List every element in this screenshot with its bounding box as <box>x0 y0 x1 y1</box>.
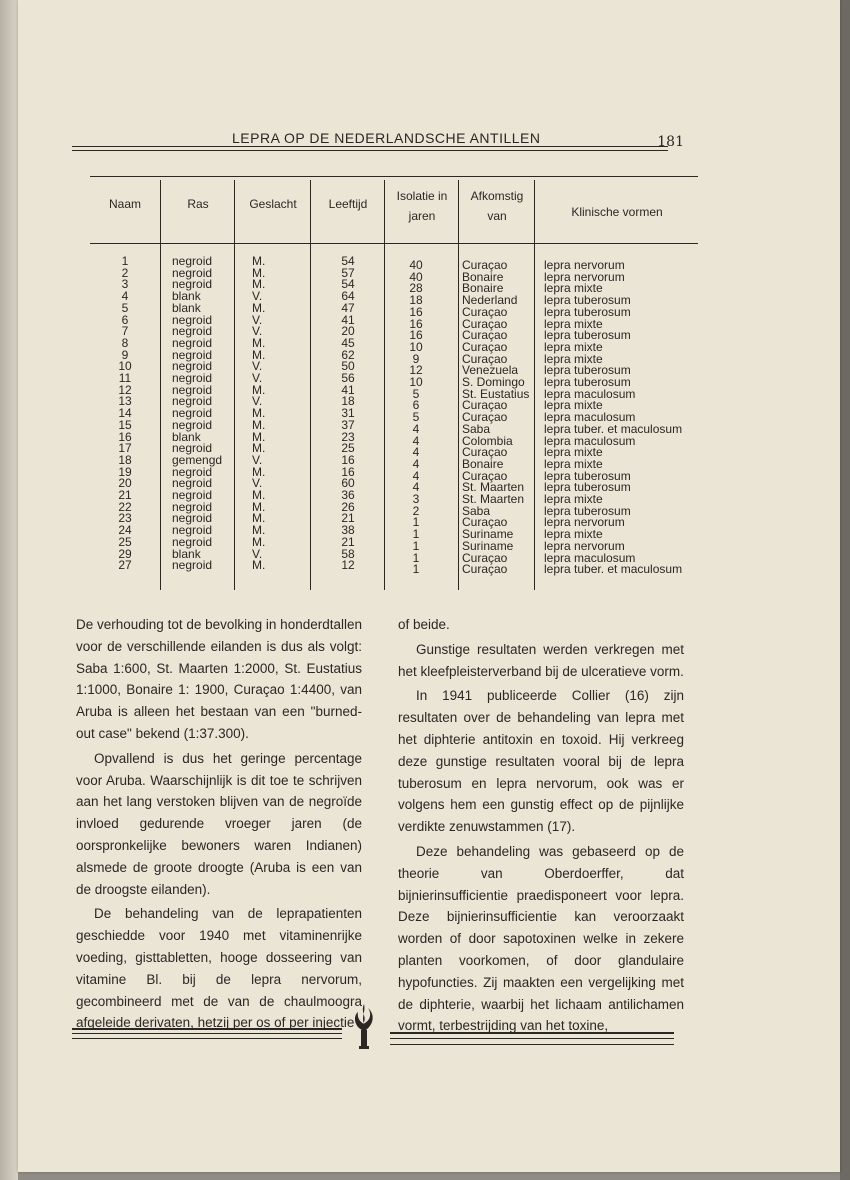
table-cell-vorm: lepra maculosum <box>544 386 636 401</box>
table-cell-vorm: lepra mixte <box>544 445 603 460</box>
table-cell-leeftijd: 56 <box>341 371 355 385</box>
table-cell-ras: negroid <box>172 534 213 549</box>
table-cell-vorm: lepra tuberosum <box>544 304 631 319</box>
table-cell-isolatie: 40 <box>409 269 423 284</box>
paragraph: De behandeling van de leprapatienten geschiedde voor 1940 met vitaminenrijke voeding, gisttabletten, hooge dosseering van vitamine Bl. bij de lepra nervorum, gecombineerd met de van de chaulmoogra afgeleide derivaten, hetzij per os of per injectie <box>76 906 362 1031</box>
table-cell-afkomstig: Curaçao <box>462 410 508 425</box>
table-cell-leeftijd: 38 <box>341 523 355 538</box>
table-cell-leeftijd: 64 <box>341 289 355 304</box>
table-cell-vorm: lepra tuberosum <box>544 375 631 389</box>
table-cell-ras: blank <box>172 300 201 315</box>
table-cell-vorm: lepra tuberosum <box>544 293 631 308</box>
table-cell-vorm: lepra tuberosum <box>544 468 631 483</box>
table-cell-isolatie: 1 <box>412 550 420 565</box>
table-cell-geslacht: M. <box>252 441 266 456</box>
table-cell-naam: 24 <box>118 523 132 538</box>
table-cell-geslacht: M. <box>252 488 266 502</box>
table-cell-isolatie: 16 <box>409 304 423 319</box>
table-cell-isolatie: 6 <box>412 398 420 413</box>
table-cell-leeftijd: 12 <box>341 558 355 573</box>
table-cell-geslacht: M. <box>252 511 266 526</box>
table-cell-vorm: lepra mixte <box>544 281 603 296</box>
column-header-leeftijd: Leeftijd <box>328 197 368 211</box>
table-cell-leeftijd: 20 <box>341 324 355 339</box>
table-cell-geslacht: V. <box>252 312 263 327</box>
table-cell-afkomstig: Colombia <box>462 433 513 448</box>
table-cell-leeftijd: 41 <box>341 382 355 397</box>
footer-ornament <box>72 998 674 1058</box>
table-cell-vorm: lepra tuberosum <box>544 363 631 378</box>
table-cell-isolatie: 5 <box>412 410 420 425</box>
page-number: 181 <box>657 134 684 150</box>
table-cell-isolatie: 18 <box>409 293 423 308</box>
table-cell-afkomstig: Nederland <box>462 293 518 308</box>
table-cell-geslacht: M. <box>252 464 266 479</box>
table-cell-vorm: lepra mixte <box>544 351 603 366</box>
table-cell-leeftijd: 62 <box>341 347 355 362</box>
table-cell-leeftijd: 16 <box>341 464 355 479</box>
table-cell-ras: negroid <box>172 254 213 268</box>
table-cell-geslacht: M. <box>252 558 266 573</box>
body-column-left <box>76 614 362 1037</box>
table-cell-afkomstig: Curaçao <box>462 445 508 460</box>
table-cell-isolatie: 2 <box>412 503 420 518</box>
footer-rule <box>390 1044 674 1045</box>
table-cell-leeftijd: 54 <box>341 277 355 292</box>
table-cell-leeftijd: 45 <box>341 335 355 350</box>
footer-rule <box>72 1028 342 1030</box>
page-edge <box>840 0 850 1180</box>
table-cell-afkomstig: Bonaire <box>462 269 504 284</box>
paragraph: In 1941 publiceerde Collier (16) zijn resultaten over de behandeling van lepra met het diphterie antitoxin en toxoid. Hij verkreeg deze gunstige resultaten vooral bij de lepra tuberosum en lepra nervorum, ook was er volgens hem een gunstig effect op de pijnlijke verdikte zenuwstammen (17). <box>398 688 684 835</box>
table-cell-naam: 9 <box>121 347 129 362</box>
table-cell-leeftijd: 58 <box>341 546 355 561</box>
table-cell-vorm: lepra nervorum <box>544 515 625 530</box>
table-cell-isolatie: 4 <box>412 421 420 436</box>
table-cell-geslacht: V. <box>252 476 263 491</box>
column-header-ras: Ras <box>187 197 209 211</box>
table-cell-leeftijd: 16 <box>341 452 355 467</box>
table-cell-ras: negroid <box>172 312 213 327</box>
table-cell-isolatie: 28 <box>409 281 423 296</box>
table-cell-leeftijd: 21 <box>341 511 355 526</box>
table-cell-isolatie: 4 <box>412 468 420 483</box>
column-divider <box>160 180 161 590</box>
table-cell-afkomstig: Curaçao <box>462 316 508 331</box>
table-cell-afkomstig: Curaçao <box>462 304 508 319</box>
column-header-afkomstig: Afkomstig van <box>470 189 524 223</box>
table-cell-geslacht: M. <box>252 406 266 421</box>
table-cell-ras: blank <box>172 546 201 561</box>
table-cell-geslacht: V. <box>252 359 263 374</box>
table-cell-isolatie: 4 <box>412 433 420 448</box>
table-cell-naam: 15 <box>118 417 132 432</box>
table-cell-afkomstig: Curaçao <box>462 258 508 272</box>
table-cell-afkomstig: Suriname <box>462 538 514 553</box>
table-cell-naam: 3 <box>121 277 129 292</box>
column-divider <box>458 180 459 590</box>
table-cell-geslacht: M. <box>252 254 266 268</box>
table-cell-ras: negroid <box>172 441 213 456</box>
table-cell-ras: negroid <box>172 464 213 479</box>
table-cell-vorm: lepra tuber. et maculosum <box>544 562 683 577</box>
table-cell-afkomstig: Curaçao <box>462 562 508 577</box>
table-top-rule <box>90 176 698 177</box>
table-cell-vorm: lepra mixte <box>544 492 603 506</box>
paragraph: Opvallend is dus het geringe percentage voor Aruba. Waarschijnlijk is dit toe te schrijven aan het lang verstoken blijven van de negroïde invloed gedurende vroeger jaren (de oorspronkelijke bewoners waren Indianen) alsmede de groote droogte (Aruba is een van de droogste eilanden). <box>76 750 362 897</box>
table-cell-naam: 6 <box>121 312 129 327</box>
table-cell-naam: 8 <box>121 335 129 350</box>
paragraph: Deze behandeling was gebaseerd op de theorie van Oberdoerffer, dat bijnierinsufficientie praedisponeert voor lepra. Deze bijnierinsufficientie kan veroorzaakt worden of door sapotoxinen welke in zekere planten voorkomen, of door glandulaire hypofuncties. Zij maakten een vergelijking met de diphterie, waarbij het lichaam antilichamen vormt, terbestrijding van het toxine, <box>398 843 684 1034</box>
footer-rule <box>72 1038 342 1039</box>
table-cell-vorm: lepra tuberosum <box>544 503 631 518</box>
table-cell-ras: negroid <box>172 347 213 362</box>
table-cell-ras: blank <box>172 289 201 304</box>
column-header-isolatie: Isolatie in jaren <box>396 189 448 223</box>
table-cell-afkomstig: Saba <box>462 421 491 436</box>
table-cell-vorm: lepra mixte <box>544 316 603 331</box>
table-cell-vorm: lepra maculosum <box>544 410 636 425</box>
table-cell-isolatie: 3 <box>412 492 420 506</box>
table-cell-afkomstig: Curaçao <box>462 550 508 565</box>
table-cell-naam: 2 <box>121 265 129 280</box>
table-cell-vorm: lepra mixte <box>544 527 603 542</box>
table-cell-afkomstig: S. Domingo <box>462 375 525 389</box>
table-cell-ras: gemengd <box>172 452 223 467</box>
table-cell-ras: negroid <box>172 335 213 350</box>
table-cell-ras: negroid <box>172 488 213 502</box>
table-cell-vorm: lepra tuberosum <box>544 480 631 495</box>
table-cell-geslacht: M. <box>252 429 266 444</box>
table-cell-afkomstig: Suriname <box>462 527 514 542</box>
table-cell-afkomstig: Curaçao <box>462 468 508 483</box>
footer-rule <box>390 1038 674 1039</box>
table-cell-naam: 18 <box>118 452 132 467</box>
column-header-naam: Naam <box>108 197 141 211</box>
table-header-rule <box>90 243 698 244</box>
table-cell-isolatie: 1 <box>412 538 420 553</box>
table-cell-geslacht: M. <box>252 347 266 362</box>
table-cell-geslacht: M. <box>252 300 266 315</box>
table-cell-ras: negroid <box>172 417 213 432</box>
header-rule <box>72 146 668 147</box>
table-cell-geslacht: V. <box>252 324 263 339</box>
patient-table <box>72 176 698 596</box>
table-cell-isolatie: 4 <box>412 456 420 471</box>
table-cell-vorm: lepra nervorum <box>544 538 625 553</box>
table-cell-afkomstig: Curaçao <box>462 339 508 354</box>
table-cell-naam: 13 <box>118 394 132 409</box>
table-cell-isolatie: 9 <box>412 351 420 366</box>
table-cell-vorm: lepra mixte <box>544 398 603 413</box>
table-cell-afkomstig: St. Maarten <box>462 492 525 506</box>
table-cell-leeftijd: 31 <box>341 406 355 421</box>
footer-rule <box>390 1032 674 1034</box>
table-cell-leeftijd: 50 <box>341 359 355 374</box>
table-cell-leeftijd: 41 <box>341 312 355 327</box>
table-cell-vorm: lepra nervorum <box>544 269 625 284</box>
table-cell-naam: 23 <box>118 511 132 526</box>
table-cell-geslacht: M. <box>252 534 266 549</box>
table-cell-geslacht: V. <box>252 394 263 409</box>
table-cell-leeftijd: 57 <box>341 265 355 280</box>
table-cell-naam: 16 <box>118 429 132 444</box>
table-cell-isolatie: 1 <box>412 562 420 577</box>
table-cell-isolatie: 10 <box>409 339 423 354</box>
table-cell-naam: 21 <box>118 488 132 502</box>
table-cell-isolatie: 16 <box>409 328 423 343</box>
paragraph: of beide. <box>398 617 450 632</box>
table-cell-ras: negroid <box>172 511 213 526</box>
table-cell-geslacht: V. <box>252 546 263 561</box>
table-cell-vorm: lepra mixte <box>544 339 603 354</box>
table-cell-naam: 4 <box>121 289 129 304</box>
paragraph: De verhouding tot de bevolking in honderdtallen voor de verschillende eilanden is dus als volgt: Saba 1:600, St. Maarten 1:2000, St. Eustatius 1:1000, Bonaire 1: 1900, Curaçao 1:4400, van Aruba is alleen het bestaan van een "burned-out case" bekend (1:37.300). <box>76 617 362 741</box>
table-cell-geslacht: M. <box>252 277 266 292</box>
column-header-klinische-vormen: Klinische vormen <box>571 205 663 219</box>
table-cell-naam: 17 <box>118 441 132 456</box>
table-cell-ras: negroid <box>172 406 213 421</box>
table-cell-ras: negroid <box>172 277 213 292</box>
table-cell-naam: 25 <box>118 534 132 549</box>
table-cell-geslacht: V. <box>252 371 263 385</box>
table-cell-geslacht: M. <box>252 382 266 397</box>
table-cell-naam: 27 <box>118 558 132 573</box>
table-cell-isolatie: 4 <box>412 480 420 495</box>
table-cell-ras: negroid <box>172 558 213 573</box>
table-cell-leeftijd: 23 <box>341 429 355 444</box>
table-cell-naam: 11 <box>118 371 132 385</box>
table-cell-naam: 5 <box>121 300 129 315</box>
table-cell-afkomstig: St. Maarten <box>462 480 525 495</box>
table-cell-naam: 29 <box>118 546 132 561</box>
table-cell-afkomstig: St. Eustatius <box>462 386 530 401</box>
table-cell-geslacht: M. <box>252 523 266 538</box>
table-cell-leeftijd: 21 <box>341 534 355 549</box>
table-cell-ras: negroid <box>172 371 213 385</box>
table-cell-isolatie: 4 <box>412 445 420 460</box>
table-cell-isolatie: 10 <box>409 375 423 389</box>
table-cell-vorm: lepra maculosum <box>544 433 636 448</box>
table-cell-naam: 1 <box>121 254 129 268</box>
table-cell-ras: negroid <box>172 324 213 339</box>
table-cell-leeftijd: 26 <box>341 499 355 514</box>
table-cell-ras: negroid <box>172 265 213 280</box>
running-title: LEPRA OP DE NEDERLANDSCHE ANTILLEN <box>232 130 541 146</box>
table-cell-afkomstig: Curaçao <box>462 398 508 413</box>
column-header-geslacht: Geslacht <box>249 197 297 211</box>
table-cell-afkomstig: Venezuela <box>462 363 519 378</box>
table-cell-naam: 10 <box>118 359 132 374</box>
table-cell-vorm: lepra nervorum <box>544 258 625 272</box>
column-divider <box>384 180 385 590</box>
table-cell-vorm: lepra tuber. et maculosum <box>544 421 683 436</box>
table-cell-afkomstig: Saba <box>462 503 491 518</box>
table-cell-ras: blank <box>172 429 201 444</box>
table-cell-naam: 19 <box>118 464 132 479</box>
table-cell-naam: 14 <box>118 406 132 421</box>
table-cell-isolatie: 40 <box>409 258 423 272</box>
table-cell-vorm: lepra tuberosum <box>544 328 631 343</box>
torch-icon <box>344 1000 384 1056</box>
table-cell-leeftijd: 36 <box>341 488 355 502</box>
table-cell-geslacht: M. <box>252 335 266 350</box>
table-cell-leeftijd: 37 <box>341 417 355 432</box>
table-cell-isolatie: 12 <box>409 363 423 378</box>
table-cell-afkomstig: Bonaire <box>462 281 504 296</box>
table-cell-geslacht: V. <box>252 289 263 304</box>
table-cell-leeftijd: 54 <box>341 254 355 268</box>
running-header <box>72 126 684 156</box>
table-cell-leeftijd: 47 <box>341 300 355 315</box>
table-cell-geslacht: M. <box>252 417 266 432</box>
table-cell-afkomstig: Curaçao <box>462 328 508 343</box>
table-cell-geslacht: M. <box>252 265 266 280</box>
table-cell-vorm: lepra mixte <box>544 456 603 471</box>
table-cell-leeftijd: 25 <box>341 441 355 456</box>
table-cell-ras: negroid <box>172 382 213 397</box>
table-cell-isolatie: 16 <box>409 316 423 331</box>
book-spine <box>0 0 18 1180</box>
table-cell-naam: 12 <box>118 382 132 397</box>
table-cell-ras: negroid <box>172 499 213 514</box>
table-cell-leeftijd: 18 <box>341 394 355 409</box>
table-cell-isolatie: 1 <box>412 527 420 542</box>
table-cell-ras: negroid <box>172 394 213 409</box>
table-cell-geslacht: V. <box>252 452 263 467</box>
table-cell-naam: 22 <box>118 499 132 514</box>
table-cell-ras: negroid <box>172 523 213 538</box>
table-cell-afkomstig: Bonaire <box>462 456 504 471</box>
table-cell-ras: negroid <box>172 359 213 374</box>
table-cell-isolatie: 1 <box>412 515 420 530</box>
table-cell-ras: negroid <box>172 476 213 491</box>
table-cell-geslacht: M. <box>252 499 266 514</box>
table-cell-afkomstig: Curaçao <box>462 515 508 530</box>
table-cell-naam: 7 <box>121 324 129 339</box>
table-cell-isolatie: 5 <box>412 386 420 401</box>
table-cell-vorm: lepra maculosum <box>544 550 636 565</box>
body-column-right <box>398 614 684 1040</box>
table-cell-naam: 20 <box>118 476 132 491</box>
footer-rule <box>72 1033 342 1034</box>
header-rule-thin <box>72 150 668 151</box>
paragraph: Gunstige resultaten werden verkregen met het kleefpleisterverband bij de ulceratieve vorm. <box>398 641 684 679</box>
table-cell-afkomstig: Curaçao <box>462 351 508 366</box>
table-cell-leeftijd: 60 <box>341 476 355 491</box>
